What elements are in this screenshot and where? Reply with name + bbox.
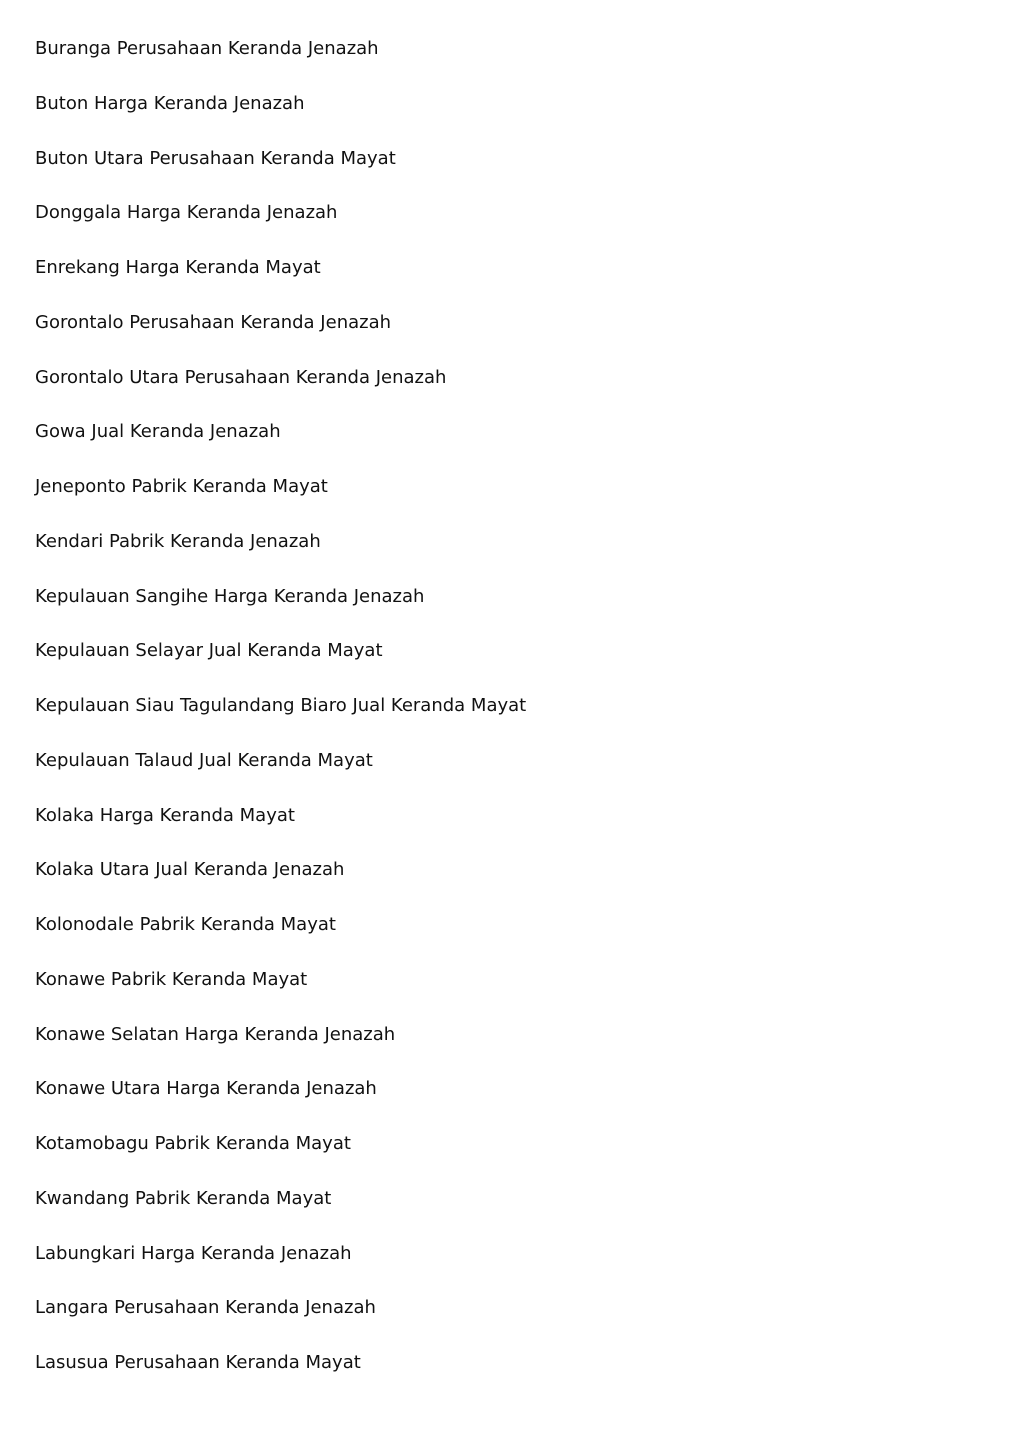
list-item: Kolaka Harga Keranda Mayat bbox=[35, 804, 295, 826]
list-item: Konawe Selatan Harga Keranda Jenazah bbox=[35, 1023, 396, 1045]
list-item: Kepulauan Talaud Jual Keranda Mayat bbox=[35, 749, 373, 771]
list-item: Gowa Jual Keranda Jenazah bbox=[35, 421, 281, 443]
list-item: Kepulauan Selayar Jual Keranda Mayat bbox=[35, 640, 383, 662]
list-item: Jeneponto Pabrik Keranda Mayat bbox=[35, 476, 328, 497]
list-item: Gorontalo Utara Perusahaan Keranda Jenazah bbox=[35, 366, 447, 388]
list-item: Kwandang Pabrik Keranda Mayat bbox=[35, 1187, 332, 1209]
list-item: Donggala Harga Keranda Jenazah bbox=[35, 202, 338, 224]
list-item: Konawe Utara Harga Keranda Jenazah bbox=[35, 1078, 377, 1100]
list-item: Buton Utara Perusahaan Keranda Mayat bbox=[35, 147, 396, 169]
location-list bbox=[35, 36, 526, 1405]
list-item: Kepulauan Siau Tagulandang Biaro Jual Keranda Mayat bbox=[35, 695, 527, 716]
list-item: Kendari Pabrik Keranda Jenazah bbox=[35, 530, 321, 552]
list-item: Buton Harga Keranda Jenazah bbox=[35, 92, 305, 114]
list-item: Buranga Perusahaan Keranda Jenazah bbox=[35, 38, 379, 59]
list-item: Gorontalo Perusahaan Keranda Jenazah bbox=[35, 311, 392, 333]
list-item: Langara Perusahaan Keranda Jenazah bbox=[35, 1297, 376, 1319]
list-item: Kepulauan Sangihe Harga Keranda Jenazah bbox=[35, 585, 425, 607]
list-item: Konawe Pabrik Keranda Mayat bbox=[35, 968, 308, 990]
list-item: Kolaka Utara Jual Keranda Jenazah bbox=[35, 859, 345, 881]
list-item: Kolonodale Pabrik Keranda Mayat bbox=[35, 914, 336, 935]
list-item: Enrekang Harga Keranda Mayat bbox=[35, 257, 321, 278]
list-item: Kotamobagu Pabrik Keranda Mayat bbox=[35, 1133, 351, 1154]
list-item: Lasusua Perusahaan Keranda Mayat bbox=[35, 1352, 361, 1373]
list-item: Labungkari Harga Keranda Jenazah bbox=[35, 1242, 352, 1264]
